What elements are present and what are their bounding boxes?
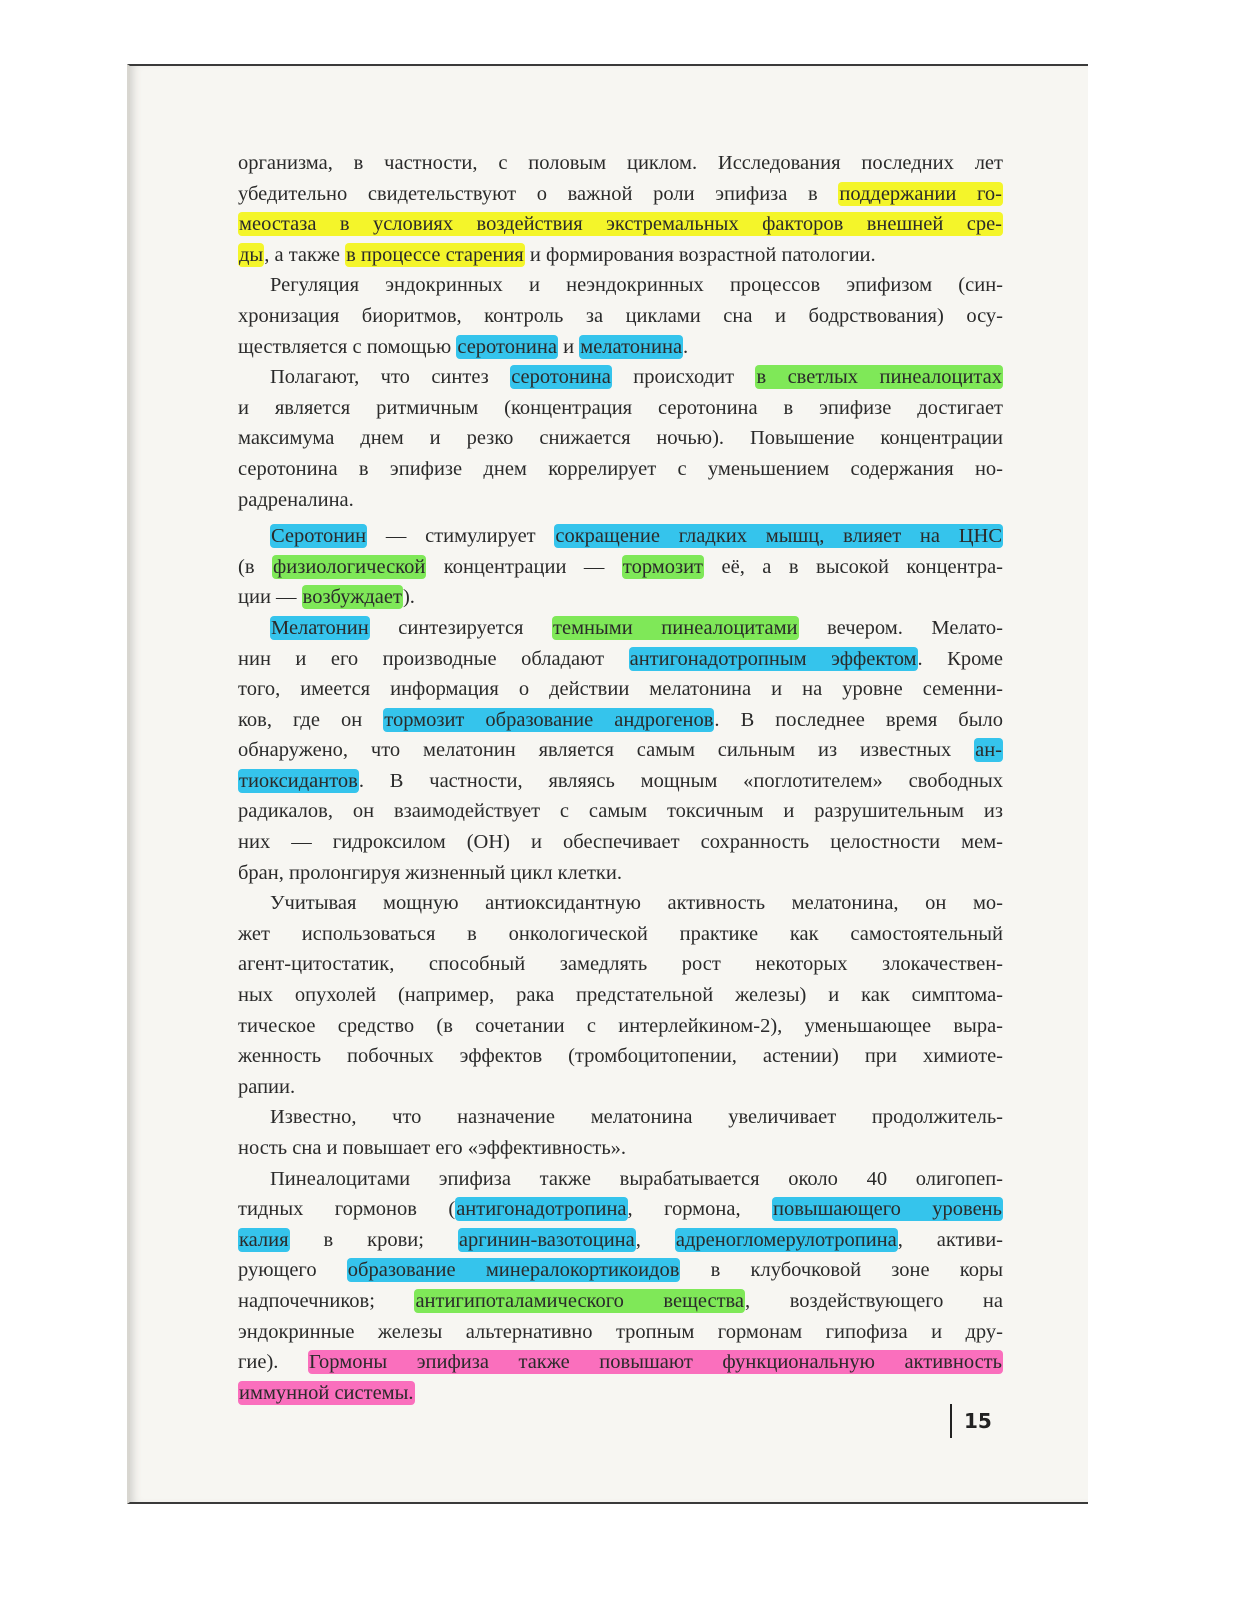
text-run: ции — [238, 586, 302, 609]
text-line [238, 582, 1003, 613]
yellow-highlight: в процессе старения [346, 243, 524, 266]
text-run: радреналина. [238, 488, 354, 511]
text-line [238, 148, 1003, 179]
blue-highlight: тиоксидантов [239, 769, 358, 792]
text-line [238, 1194, 1003, 1225]
blue-highlight: серотонина [511, 366, 611, 389]
yellow-highlight: меостаза в условиях воздействия экстремальных факторов внешней сре- [239, 213, 1002, 236]
pink-highlight: иммунной системы. [239, 1381, 414, 1404]
text-run: надпочечников; [238, 1289, 415, 1312]
text-run: и [557, 335, 580, 358]
text-run: синтезируется [369, 616, 553, 639]
text-run: (в [238, 555, 272, 578]
blue-highlight: ан- [975, 739, 1002, 762]
text-run: вечером. Мелато- [798, 616, 1003, 639]
text-line [238, 240, 1003, 271]
text-run: . В частности, являясь мощным «поглотителем» свободных [358, 769, 1003, 792]
text-run: Пинеалоцитами эпифиза также вырабатывается около 40 олигопеп- [270, 1167, 1003, 1190]
text-line [238, 423, 1003, 454]
text-line [238, 766, 1003, 797]
text-line [238, 1072, 1003, 1103]
text-run: рующего [238, 1259, 347, 1282]
text-run: тидных гормонов ( [238, 1198, 456, 1221]
text-run: рапии. [238, 1075, 296, 1098]
text-run: того, имеется информация о действии мелатонина и на уровне семенни- [238, 678, 1003, 701]
text-line [238, 613, 1003, 644]
text-run: тическое средство (в сочетании с интерлейкином-2), уменьшающее выра- [238, 1014, 1003, 1037]
text-run: ных опухолей (например, рака предстательной железы) и как симптома- [238, 984, 1003, 1007]
text-line [238, 552, 1003, 583]
text-line [238, 796, 1003, 827]
text-line [238, 888, 1003, 919]
text-run: в крови; [289, 1228, 458, 1251]
blue-highlight: мелатонина [580, 335, 683, 358]
text-run: Учитывая мощную антиоксидантную активность мелатонина, он мо- [270, 892, 1003, 915]
blue-highlight: антигонадотропным эффектом [629, 647, 917, 670]
text-line [238, 735, 1003, 766]
text-line [238, 454, 1003, 485]
text-run: гие). [238, 1351, 308, 1374]
text-line [238, 393, 1003, 424]
text-line [238, 270, 1003, 301]
blue-highlight: серотонина [457, 335, 557, 358]
text-line [238, 980, 1003, 1011]
text-run: , а также [264, 243, 346, 266]
text-run: — стимулирует [367, 525, 555, 548]
text-run: максимума днем и резко снижается ночью). Повышение концентрации [238, 427, 1003, 450]
text-line [238, 1378, 1003, 1409]
blue-highlight: аргинин-вазотоцина [458, 1228, 635, 1251]
text-line [238, 1102, 1003, 1133]
page-text [238, 148, 1003, 1408]
text-run: . В последнее время было [714, 708, 1003, 731]
text-run: её, а в высокой концентра- [704, 555, 1003, 578]
text-run: обнаружено, что мелатонин является самым сильным из известных [238, 739, 975, 762]
text-line [238, 301, 1003, 332]
text-run: них — гидроксилом (OH) и обеспечивает сохранность целостности мем- [238, 831, 1003, 854]
text-run: концентрации — [426, 555, 622, 578]
text-line [238, 1317, 1003, 1348]
text-run: и является ритмичным (концентрация серотонина в эпифизе достигает [238, 396, 1003, 419]
blue-highlight: калия [239, 1228, 289, 1251]
green-highlight: темными пинеалоцитами [553, 616, 798, 639]
text-line [238, 332, 1003, 363]
blue-highlight: сокращение гладких мышц, влияет на ЦНС [555, 525, 1002, 548]
text-run: происходит [611, 366, 756, 389]
green-highlight: физиологической [272, 555, 426, 578]
text-line [238, 521, 1003, 552]
text-line [238, 949, 1003, 980]
blue-highlight: образование минералокортикоидов [347, 1259, 680, 1282]
blue-highlight: Мелатонин [271, 616, 369, 639]
green-highlight: тормозит [622, 555, 704, 578]
text-line [238, 1133, 1003, 1164]
text-line [238, 1041, 1003, 1072]
text-run: . [683, 335, 689, 358]
text-line [238, 362, 1003, 393]
text-run: и формирования возрастной патологии. [524, 243, 876, 266]
text-run: бран, пролонгируя жизненный цикл клетки. [238, 861, 622, 884]
text-run: хронизация биоритмов, контроль за циклами сна и бодрствования) осу- [238, 304, 1003, 327]
text-line [238, 1286, 1003, 1317]
blue-highlight: повышающего уровень [772, 1198, 1002, 1221]
text-line [238, 485, 1003, 516]
book-page [127, 64, 1088, 1504]
text-line [238, 858, 1003, 889]
text-run: радикалов, он взаимодействует с самым токсичным и разрушительным из [238, 800, 1003, 823]
green-highlight: антигипоталамического вещества [415, 1289, 745, 1312]
text-run: организма, в частности, с половым циклом. Исследования последних лет [238, 152, 1003, 174]
text-run: , гормона, [627, 1198, 772, 1221]
page-number: 15 [950, 1404, 992, 1438]
text-line [238, 705, 1003, 736]
pink-highlight: Гормоны эпифиза также повышают функциональную активность [308, 1351, 1002, 1374]
text-run: женность побочных эффектов (тромбоцитопении, астении) при химиоте- [238, 1045, 1003, 1068]
text-run: ков, где он [238, 708, 384, 731]
text-line [238, 1011, 1003, 1042]
green-highlight: в светлых пинеалоцитах [756, 366, 1002, 389]
text-run: , воздействующего на [745, 1289, 1003, 1312]
text-run: Известно, что назначение мелатонина увеличивает продолжитель- [270, 1106, 1003, 1129]
text-run: агент-цитостатик, способный замедлять рост некоторых злокачествен- [238, 953, 1003, 976]
text-run: . Кроме [917, 647, 1004, 670]
text-run: ность сна и повышает его «эффективность». [238, 1137, 627, 1159]
green-highlight: возбуждает [302, 586, 402, 609]
text-line [238, 674, 1003, 705]
text-line [238, 209, 1003, 240]
text-run: ществляется с помощью [238, 335, 457, 358]
text-line [238, 827, 1003, 858]
text-run: ). [402, 586, 415, 609]
yellow-highlight: поддержании го- [839, 182, 1002, 205]
text-run: Регуляция эндокринных и неэндокринных процессов эпифизом (син- [270, 274, 1003, 297]
text-line [238, 644, 1003, 675]
text-line [238, 919, 1003, 950]
text-run: эндокринные железы альтернативно тропным гормонам гипофиза и дру- [238, 1320, 1003, 1343]
blue-highlight: тормозит образование андрогенов [384, 708, 714, 731]
text-run: , активи- [897, 1228, 1003, 1251]
text-run: в клубочковой зоне коры [680, 1259, 1004, 1282]
text-run: убедительно свидетельствуют о важной роли эпифиза в [238, 182, 839, 205]
text-line [238, 1164, 1003, 1195]
blue-highlight: Серотонин [271, 525, 367, 548]
text-line [238, 1225, 1003, 1256]
text-run: нин и его производные обладают [238, 647, 629, 670]
text-run: серотонина в эпифизе днем коррелирует с уменьшением содержания но- [238, 457, 1003, 480]
text-line [238, 1255, 1003, 1286]
blue-highlight: антигонадотропина [456, 1198, 627, 1221]
text-line [238, 1347, 1003, 1378]
blue-highlight: адреногломерулотропина [675, 1228, 897, 1251]
text-run: Полагают, что синтез [270, 366, 511, 389]
yellow-highlight: ды [239, 243, 264, 266]
text-run: , [635, 1228, 675, 1251]
text-run: жет использоваться в онкологической практике как самостоятельный [238, 922, 1003, 945]
text-line [238, 179, 1003, 210]
